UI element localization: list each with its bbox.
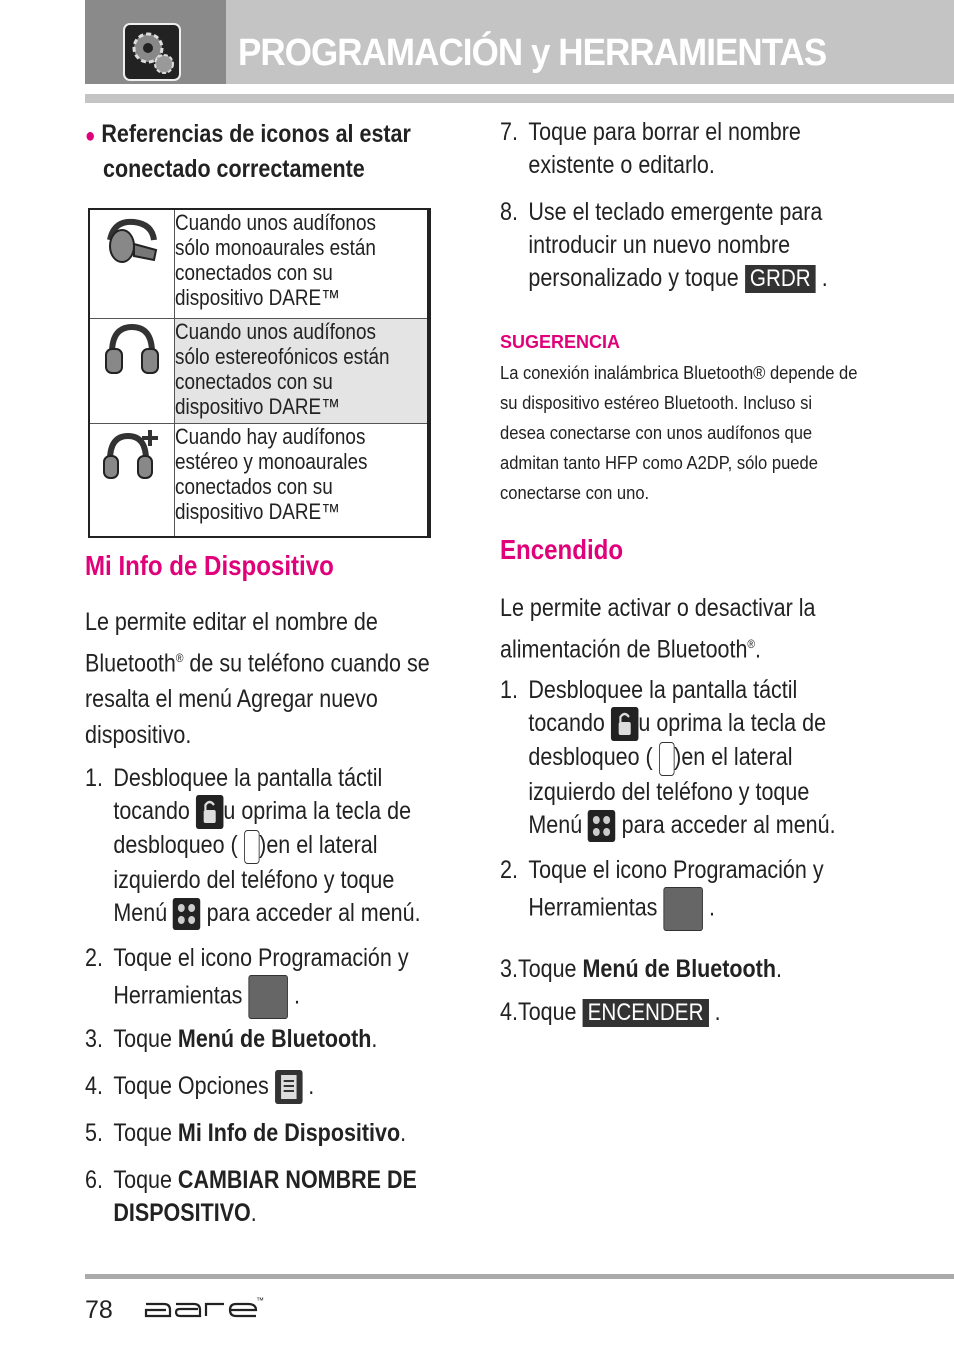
icon-reference-heading: ● Referencias de iconos al estar conectado correctamente (85, 120, 411, 183)
power-on-button[interactable]: ENCENDER (582, 999, 708, 1027)
step-8: 8. Use el teclado emergente para introducir un nuevo nombre personalizado y toque GRDR . (500, 198, 828, 293)
unlock-key-icon (659, 742, 674, 776)
step-4: 4. Toque Opciones . (85, 1070, 314, 1104)
table-row: Cuando hay audífonos estéreo y monoaurales conectados con su dispositivo DARE™ (89, 424, 429, 538)
step-6: 6. Toque CAMBIAR NOMBRE DE DISPOSITIVO. (85, 1166, 417, 1227)
unlock-key-icon (244, 830, 259, 864)
step-3: 3. Toque Menú de Bluetooth. (85, 1025, 378, 1053)
page-title: PROGRAMACIÓN y HERRAMIENTAS (238, 32, 827, 74)
power-step-1: 1. Desbloquee la pantalla táctil tocando u oprima la tecla de desbloqueo ( )en el lateral izquierdo del teléfono y toque Menú para acceder al menú. (500, 674, 836, 842)
tip-text: La conexión inalámbrica Bluetooth® depende de su dispositivo estéreo Bluetooth. Incluso si desea conectarse con unos audífonos que admitan tanto HFP como A2DP, sólo puede conectarse con uno. (500, 363, 858, 503)
power-intro: Le permite activar o desactivar la alimentación de Bluetooth®. (500, 594, 816, 664)
header-divider (85, 94, 954, 103)
settings-tools-icon (663, 887, 703, 931)
step-5: 5. Toque Mi Info de Dispositivo. (85, 1119, 407, 1147)
bullet-icon: ● (85, 125, 96, 147)
unlock-icon (611, 707, 639, 741)
step-7: 7. Toque para borrar el nombre existente o editarlo. (500, 118, 801, 179)
settings-tools-icon (248, 975, 288, 1019)
menu-icon (588, 810, 616, 842)
step-1: 1. Desbloquee la pantalla táctil tocando u oprima la tecla de desbloqueo ( )en el lateral izquierdo del teléfono y toque Menú para acceder al menú. (85, 762, 421, 930)
unlock-icon (196, 795, 224, 829)
settings-tools-icon (122, 22, 182, 82)
stereo-mono-headphones-icon (100, 424, 164, 488)
page-number: 78 (85, 1296, 113, 1324)
options-icon (275, 1070, 303, 1104)
step-2: 2. Toque el icono Programación y Herramientas . (85, 942, 409, 1019)
section-title-device-info: Mi Info de Dispositivo (85, 550, 334, 581)
power-step-4: 4.Toque ENCENDER . (500, 998, 721, 1027)
footer-divider (85, 1274, 954, 1279)
icon-reference-table (88, 208, 431, 538)
power-step-3: 3.Toque Menú de Bluetooth. (500, 955, 782, 983)
tip-title: SUGERENCIA (500, 332, 621, 352)
table-row: Cuando unos audífonos sólo monoaurales están conectados con su dispositivo DARE™ (89, 209, 429, 319)
power-step-2: 2. Toque el icono Programación y Herramientas . (500, 854, 824, 931)
dare-logo: ™ (142, 1296, 262, 1329)
dare-logo-mark (142, 1296, 262, 1324)
table-row: Cuando unos audífonos sólo estereofónicos están conectados con su dispositivo DARE™ (89, 319, 429, 424)
stereo-headphones-icon (100, 319, 164, 383)
mono-headset-icon (100, 210, 164, 274)
menu-icon (173, 898, 201, 930)
section-title-power: Encendido (500, 534, 624, 565)
device-info-intro: Le permite editar el nombre de Bluetooth® de su teléfono cuando se resalta el menú Agregar nuevo dispositivo. (85, 608, 430, 750)
save-button[interactable]: GRDR (745, 265, 816, 293)
